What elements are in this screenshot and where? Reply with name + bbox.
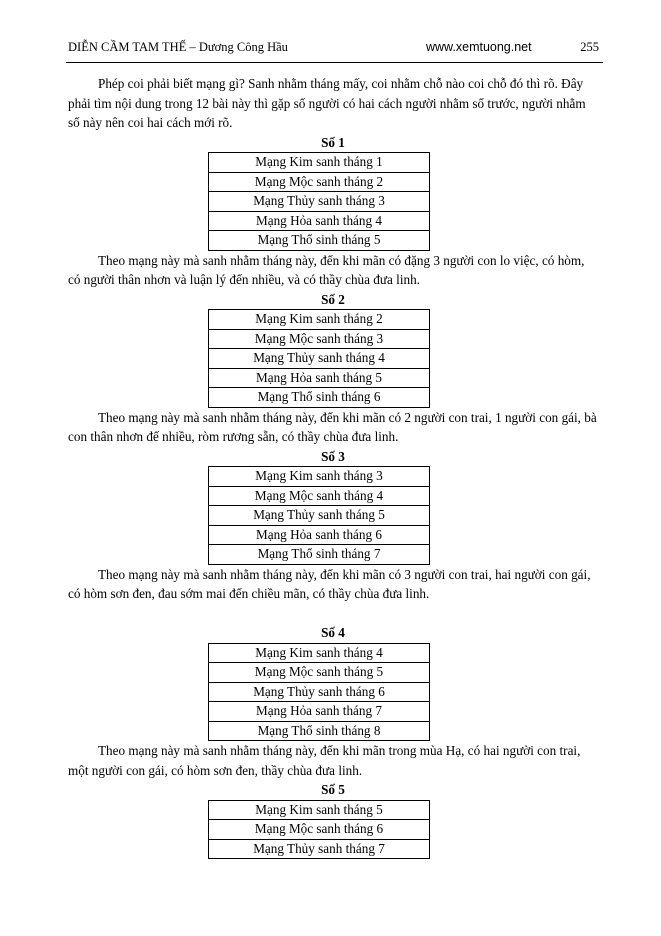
table-row bbox=[209, 800, 430, 820]
table-row bbox=[209, 211, 430, 231]
table-row bbox=[209, 643, 430, 663]
table-cell: Mạng Hỏa sanh tháng 6 bbox=[209, 525, 430, 545]
table-row bbox=[209, 368, 430, 388]
table-cell: Mạng Kim sanh tháng 3 bbox=[209, 467, 430, 487]
table-row bbox=[209, 525, 430, 545]
section-title: Số 3 bbox=[321, 448, 345, 464]
mang-table bbox=[208, 466, 430, 565]
table-cell: Mạng Thủy sanh tháng 5 bbox=[209, 506, 430, 526]
header-rule bbox=[66, 62, 603, 63]
table-cell: Mạng Thủy sanh tháng 7 bbox=[209, 839, 430, 859]
table-cell: Mạng Thủy sanh tháng 6 bbox=[209, 682, 430, 702]
table-cell: Mạng Mộc sanh tháng 5 bbox=[209, 663, 430, 683]
website-url: www.xemtuong.net bbox=[426, 40, 532, 54]
mang-table bbox=[208, 800, 430, 860]
intro-paragraph: Phép coi phải biết mạng gì? Sanh nhằm tháng mấy, coi nhằm chỗ nào coi chỗ đó thì rõ. Đây phải tìm nội dung trong 12 bài này thì gặp số người có hai cách người nhằm số trước, người nhằm số này nên coi hai cách mới rõ. bbox=[68, 76, 586, 130]
table-cell: Mạng Mộc sanh tháng 2 bbox=[209, 172, 430, 192]
table-row bbox=[209, 486, 430, 506]
mang-table bbox=[208, 309, 430, 408]
table-cell: Mạng Mộc sanh tháng 6 bbox=[209, 820, 430, 840]
section-paragraph: Theo mạng này mà sanh nhằm tháng này, đến khi mãn có 3 người con trai, hai người con gái, có hòm sơn đen, đau sớm mai đến chiều mãn, có thầy chùa đưa linh. bbox=[68, 566, 591, 601]
table-cell: Mạng Kim sanh tháng 1 bbox=[209, 153, 430, 173]
page-number: 255 bbox=[580, 40, 599, 54]
table-row bbox=[209, 153, 430, 173]
table-cell: Mạng Thổ sinh tháng 5 bbox=[209, 231, 430, 251]
table-row bbox=[209, 231, 430, 251]
table-row bbox=[209, 506, 430, 526]
table-cell: Mạng Thổ sinh tháng 7 bbox=[209, 545, 430, 565]
table-row bbox=[209, 349, 430, 369]
section-paragraph: Theo mạng này mà sanh nhằm tháng này, đến khi mãn trong mùa Hạ, có hai người con trai, một người con gái, có hòm sơn đen, thầy chùa đưa linh. bbox=[68, 743, 581, 778]
table-cell: Mạng Thủy sanh tháng 3 bbox=[209, 192, 430, 212]
table-row bbox=[209, 663, 430, 683]
table-cell: Mạng Hỏa sanh tháng 4 bbox=[209, 211, 430, 231]
table-cell: Mạng Kim sanh tháng 4 bbox=[209, 643, 430, 663]
table-row bbox=[209, 682, 430, 702]
section-title: Số 1 bbox=[321, 134, 345, 150]
section-paragraph: Theo mạng này mà sanh nhằm tháng này, đến khi mãn có đặng 3 người con lo việc, có hòm, có người thân nhơn và luận lý đến nhiều, và có thầy chùa đưa linh. bbox=[68, 252, 585, 287]
section-title: Số 4 bbox=[321, 625, 345, 640]
section-title: Số 5 bbox=[321, 782, 345, 797]
table-row bbox=[209, 721, 430, 741]
table-row bbox=[209, 329, 430, 349]
table-row bbox=[209, 545, 430, 565]
table-row bbox=[209, 192, 430, 212]
mang-table bbox=[208, 152, 430, 251]
blank-line bbox=[68, 604, 598, 624]
table-cell: Mạng Mộc sanh tháng 3 bbox=[209, 329, 430, 349]
table-cell: Mạng Thủy sanh tháng 4 bbox=[209, 349, 430, 369]
table-cell: Mạng Thổ sinh tháng 8 bbox=[209, 721, 430, 741]
table-cell: Mạng Hỏa sanh tháng 5 bbox=[209, 368, 430, 388]
table-row bbox=[209, 388, 430, 408]
table-cell: Mạng Kim sanh tháng 2 bbox=[209, 310, 430, 330]
table-cell: Mạng Thổ sinh tháng 6 bbox=[209, 388, 430, 408]
section-paragraph: Theo mạng này mà sanh nhằm tháng này, đến khi mãn có 2 người con trai, 1 người con gái, bà con thân nhơn đế nhiều, ròm rương sẵn, có thầy chùa đưa linh. bbox=[68, 409, 597, 444]
page-header bbox=[68, 40, 599, 60]
book-title: DIỄN CẦM TAM THẾ – Dương Công Hầu bbox=[68, 40, 288, 54]
table-row bbox=[209, 820, 430, 840]
table-row bbox=[209, 702, 430, 722]
page-body bbox=[68, 74, 598, 859]
table-row bbox=[209, 172, 430, 192]
table-cell: Mạng Hỏa sanh tháng 7 bbox=[209, 702, 430, 722]
table-cell: Mạng Mộc sanh tháng 4 bbox=[209, 486, 430, 506]
table-row bbox=[209, 467, 430, 487]
mang-table bbox=[208, 643, 430, 742]
section-title: Số 2 bbox=[321, 291, 345, 307]
table-row bbox=[209, 310, 430, 330]
table-row bbox=[209, 839, 430, 859]
table-cell: Mạng Kim sanh tháng 5 bbox=[209, 800, 430, 820]
